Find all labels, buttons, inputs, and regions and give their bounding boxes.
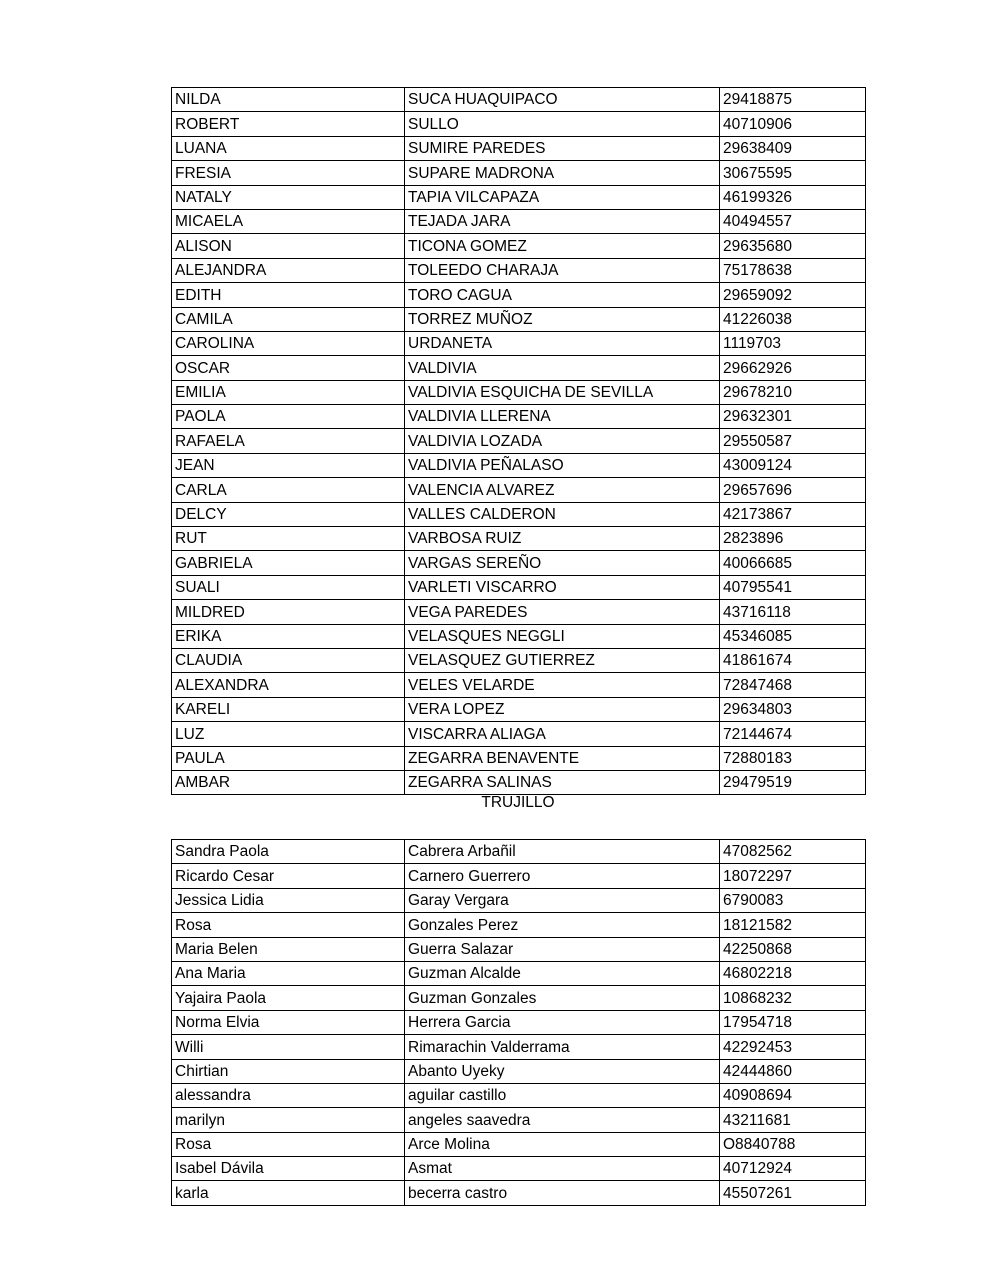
first-name-cell: CAROLINA bbox=[172, 331, 405, 355]
table-row bbox=[172, 840, 866, 864]
id-number-cell: 29657696 bbox=[720, 478, 866, 502]
id-number-cell: 41861674 bbox=[720, 648, 866, 672]
table-row bbox=[172, 1181, 866, 1205]
surname-cell: Gonzales Perez bbox=[405, 913, 720, 937]
id-number-cell: 72880183 bbox=[720, 746, 866, 770]
first-name-cell: ALISON bbox=[172, 234, 405, 258]
first-name-cell: Jessica Lidia bbox=[172, 888, 405, 912]
roster-table-body bbox=[172, 840, 866, 1206]
surname-cell: Guerra Salazar bbox=[405, 937, 720, 961]
first-name-cell: RAFAELA bbox=[172, 429, 405, 453]
first-name-cell: karla bbox=[172, 1181, 405, 1205]
surname-cell: ZEGARRA SALINAS bbox=[405, 770, 720, 794]
id-number-cell: 29638409 bbox=[720, 136, 866, 160]
id-number-cell: 18121582 bbox=[720, 913, 866, 937]
surname-cell: Guzman Alcalde bbox=[405, 961, 720, 985]
first-name-cell: RUT bbox=[172, 527, 405, 551]
first-name-cell: alessandra bbox=[172, 1083, 405, 1107]
table-row bbox=[172, 283, 866, 307]
id-number-cell: 40710906 bbox=[720, 112, 866, 136]
table-row bbox=[172, 673, 866, 697]
first-name-cell: Isabel Dávila bbox=[172, 1157, 405, 1181]
first-name-cell: LUANA bbox=[172, 136, 405, 160]
table-row bbox=[172, 307, 866, 331]
surname-cell: VELASQUES NEGGLI bbox=[405, 624, 720, 648]
id-number-cell: 40712924 bbox=[720, 1157, 866, 1181]
first-name-cell: ALEJANDRA bbox=[172, 258, 405, 282]
surname-cell: VARGAS SEREÑO bbox=[405, 551, 720, 575]
table-row bbox=[172, 961, 866, 985]
surname-cell: Asmat bbox=[405, 1157, 720, 1181]
surname-cell: VEGA PAREDES bbox=[405, 600, 720, 624]
surname-cell: SULLO bbox=[405, 112, 720, 136]
surname-cell: VALENCIA ALVAREZ bbox=[405, 478, 720, 502]
id-number-cell: 29678210 bbox=[720, 380, 866, 404]
first-name-cell: Sandra Paola bbox=[172, 840, 405, 864]
first-name-cell: EDITH bbox=[172, 283, 405, 307]
table-row bbox=[172, 136, 866, 160]
first-name-cell: Willi bbox=[172, 1035, 405, 1059]
id-number-cell: 42173867 bbox=[720, 502, 866, 526]
first-name-cell: DELCY bbox=[172, 502, 405, 526]
surname-cell: TICONA GOMEZ bbox=[405, 234, 720, 258]
table-row bbox=[172, 161, 866, 185]
id-number-cell: 6790083 bbox=[720, 888, 866, 912]
table-row bbox=[172, 913, 866, 937]
id-number-cell: 18072297 bbox=[720, 864, 866, 888]
first-name-cell: ALEXANDRA bbox=[172, 673, 405, 697]
id-number-cell: 29635680 bbox=[720, 234, 866, 258]
id-number-cell: 29634803 bbox=[720, 697, 866, 721]
surname-cell: Guzman Gonzales bbox=[405, 986, 720, 1010]
first-name-cell: Rosa bbox=[172, 913, 405, 937]
table-row bbox=[172, 1035, 866, 1059]
first-name-cell: NILDA bbox=[172, 88, 405, 112]
surname-cell: VALDIVIA PEÑALASO bbox=[405, 453, 720, 477]
surname-cell: VALDIVIA LOZADA bbox=[405, 429, 720, 453]
surname-cell: Herrera Garcia bbox=[405, 1010, 720, 1034]
first-name-cell: OSCAR bbox=[172, 356, 405, 380]
table-row bbox=[172, 770, 866, 794]
surname-cell: URDANETA bbox=[405, 331, 720, 355]
table-row bbox=[172, 888, 866, 912]
first-name-cell: GABRIELA bbox=[172, 551, 405, 575]
table-row bbox=[172, 697, 866, 721]
surname-cell: VARBOSA RUIZ bbox=[405, 527, 720, 551]
first-name-cell: AMBAR bbox=[172, 770, 405, 794]
surname-cell: TORO CAGUA bbox=[405, 283, 720, 307]
id-number-cell: 42250868 bbox=[720, 937, 866, 961]
first-name-cell: Yajaira Paola bbox=[172, 986, 405, 1010]
table-row bbox=[172, 600, 866, 624]
surname-cell: VELES VELARDE bbox=[405, 673, 720, 697]
surname-cell: TOLEEDO CHARAJA bbox=[405, 258, 720, 282]
surname-cell: Cabrera Arbañil bbox=[405, 840, 720, 864]
first-name-cell: EMILIA bbox=[172, 380, 405, 404]
surname-cell: VALDIVIA bbox=[405, 356, 720, 380]
first-name-cell: ROBERT bbox=[172, 112, 405, 136]
surname-cell: TAPIA VILCAPAZA bbox=[405, 185, 720, 209]
first-name-cell: Rosa bbox=[172, 1132, 405, 1156]
surname-cell: VELASQUEZ GUTIERREZ bbox=[405, 648, 720, 672]
first-name-cell: MICAELA bbox=[172, 209, 405, 233]
table-row bbox=[172, 1059, 866, 1083]
surname-cell: Rimarachin Valderrama bbox=[405, 1035, 720, 1059]
id-number-cell: 43716118 bbox=[720, 600, 866, 624]
id-number-cell: 42292453 bbox=[720, 1035, 866, 1059]
surname-cell: Arce Molina bbox=[405, 1132, 720, 1156]
first-name-cell: NATALY bbox=[172, 185, 405, 209]
surname-cell: Carnero Guerrero bbox=[405, 864, 720, 888]
surname-cell: SUMIRE PAREDES bbox=[405, 136, 720, 160]
first-name-cell: SUALI bbox=[172, 575, 405, 599]
first-name-cell: marilyn bbox=[172, 1108, 405, 1132]
first-name-cell: FRESIA bbox=[172, 161, 405, 185]
first-name-cell: CAMILA bbox=[172, 307, 405, 331]
first-name-cell: Maria Belen bbox=[172, 937, 405, 961]
first-name-cell: CLAUDIA bbox=[172, 648, 405, 672]
table-row bbox=[172, 1010, 866, 1034]
id-number-cell: 46199326 bbox=[720, 185, 866, 209]
id-number-cell: 43211681 bbox=[720, 1108, 866, 1132]
id-number-cell: 29662926 bbox=[720, 356, 866, 380]
surname-cell: VISCARRA ALIAGA bbox=[405, 722, 720, 746]
roster-table-trujillo bbox=[171, 839, 866, 1206]
surname-cell: ZEGARRA BENAVENTE bbox=[405, 746, 720, 770]
id-number-cell: 72144674 bbox=[720, 722, 866, 746]
table-row bbox=[172, 1108, 866, 1132]
table-row bbox=[172, 405, 866, 429]
id-number-cell: 1119703 bbox=[720, 331, 866, 355]
table-row bbox=[172, 1157, 866, 1181]
surname-cell: VALDIVIA ESQUICHA DE SEVILLA bbox=[405, 380, 720, 404]
id-number-cell: 43009124 bbox=[720, 453, 866, 477]
id-number-cell: 72847468 bbox=[720, 673, 866, 697]
first-name-cell: KARELI bbox=[172, 697, 405, 721]
id-number-cell: 2823896 bbox=[720, 527, 866, 551]
surname-cell: Garay Vergara bbox=[405, 888, 720, 912]
table-row bbox=[172, 478, 866, 502]
first-name-cell: JEAN bbox=[172, 453, 405, 477]
surname-cell: SUPARE MADRONA bbox=[405, 161, 720, 185]
table-row bbox=[172, 648, 866, 672]
first-name-cell: CARLA bbox=[172, 478, 405, 502]
id-number-cell: 45346085 bbox=[720, 624, 866, 648]
table-row bbox=[172, 356, 866, 380]
surname-cell: Abanto Uyeky bbox=[405, 1059, 720, 1083]
id-number-cell: 41226038 bbox=[720, 307, 866, 331]
table-row bbox=[172, 453, 866, 477]
id-number-cell: 29632301 bbox=[720, 405, 866, 429]
table-row bbox=[172, 380, 866, 404]
id-number-cell: 29659092 bbox=[720, 283, 866, 307]
table-row bbox=[172, 551, 866, 575]
roster-table-arequipa bbox=[171, 87, 866, 795]
table-row bbox=[172, 258, 866, 282]
first-name-cell: Norma Elvia bbox=[172, 1010, 405, 1034]
id-number-cell: 75178638 bbox=[720, 258, 866, 282]
id-number-cell: 10868232 bbox=[720, 986, 866, 1010]
table-row bbox=[172, 527, 866, 551]
id-number-cell: 40795541 bbox=[720, 575, 866, 599]
id-number-cell: O8840788 bbox=[720, 1132, 866, 1156]
first-name-cell: PAULA bbox=[172, 746, 405, 770]
table-row bbox=[172, 209, 866, 233]
first-name-cell: MILDRED bbox=[172, 600, 405, 624]
first-name-cell: ERIKA bbox=[172, 624, 405, 648]
id-number-cell: 29479519 bbox=[720, 770, 866, 794]
table-row bbox=[172, 986, 866, 1010]
id-number-cell: 46802218 bbox=[720, 961, 866, 985]
first-name-cell: PAOLA bbox=[172, 405, 405, 429]
first-name-cell: Ana Maria bbox=[172, 961, 405, 985]
table-row bbox=[172, 331, 866, 355]
table-row bbox=[172, 1132, 866, 1156]
first-name-cell: Ricardo Cesar bbox=[172, 864, 405, 888]
id-number-cell: 40494557 bbox=[720, 209, 866, 233]
surname-cell: VALLES CALDERON bbox=[405, 502, 720, 526]
table-row bbox=[172, 234, 866, 258]
surname-cell: SUCA HUAQUIPACO bbox=[405, 88, 720, 112]
id-number-cell: 42444860 bbox=[720, 1059, 866, 1083]
roster-table-body bbox=[172, 88, 866, 795]
id-number-cell: 47082562 bbox=[720, 840, 866, 864]
surname-cell: VERA LOPEZ bbox=[405, 697, 720, 721]
id-number-cell: 30675595 bbox=[720, 161, 866, 185]
table-row bbox=[172, 746, 866, 770]
first-name-cell: Chirtian bbox=[172, 1059, 405, 1083]
first-name-cell: LUZ bbox=[172, 722, 405, 746]
table-row bbox=[172, 864, 866, 888]
id-number-cell: 29418875 bbox=[720, 88, 866, 112]
table-row bbox=[172, 502, 866, 526]
surname-cell: TEJADA JARA bbox=[405, 209, 720, 233]
table-row bbox=[172, 937, 866, 961]
table-row bbox=[172, 624, 866, 648]
id-number-cell: 17954718 bbox=[720, 1010, 866, 1034]
table-row bbox=[172, 429, 866, 453]
id-number-cell: 45507261 bbox=[720, 1181, 866, 1205]
surname-cell: becerra castro bbox=[405, 1181, 720, 1205]
surname-cell: VALDIVIA LLERENA bbox=[405, 405, 720, 429]
section-heading-trujillo: TRUJILLO bbox=[481, 794, 555, 811]
id-number-cell: 40908694 bbox=[720, 1083, 866, 1107]
table-row bbox=[172, 575, 866, 599]
table-row bbox=[172, 722, 866, 746]
surname-cell: angeles saavedra bbox=[405, 1108, 720, 1132]
id-number-cell: 29550587 bbox=[720, 429, 866, 453]
table-row bbox=[172, 1083, 866, 1107]
table-row bbox=[172, 112, 866, 136]
table-row bbox=[172, 185, 866, 209]
surname-cell: VARLETI VISCARRO bbox=[405, 575, 720, 599]
surname-cell: TORREZ MUÑOZ bbox=[405, 307, 720, 331]
surname-cell: aguilar castillo bbox=[405, 1083, 720, 1107]
id-number-cell: 40066685 bbox=[720, 551, 866, 575]
table-row bbox=[172, 88, 866, 112]
